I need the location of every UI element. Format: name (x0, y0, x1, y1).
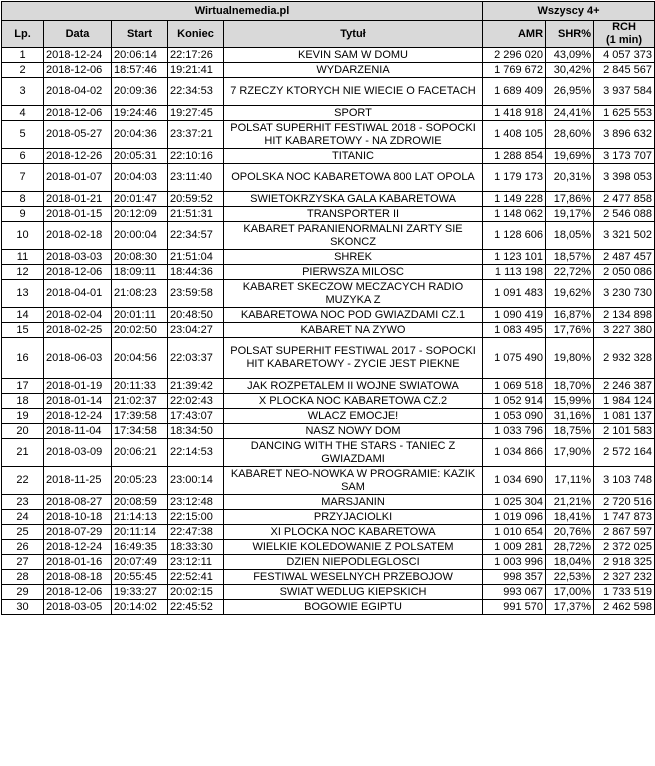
cell-lp: 10 (2, 222, 44, 250)
cell-shr: 31,16% (546, 409, 594, 424)
cell-start: 20:06:21 (112, 439, 168, 467)
cell-shr: 17,76% (546, 323, 594, 338)
col-rch-header-line1: RCH (612, 21, 636, 33)
cell-lp: 3 (2, 78, 44, 106)
cell-date: 2018-01-21 (44, 192, 112, 207)
cell-rch: 1 984 124 (594, 394, 655, 409)
table-row (2, 379, 655, 394)
cell-date: 2018-04-02 (44, 78, 112, 106)
cell-date: 2018-12-24 (44, 48, 112, 63)
cell-title: BOGOWIE EGIPTU (224, 600, 483, 615)
table-row (2, 250, 655, 265)
cell-shr: 19,80% (546, 338, 594, 379)
table-row (2, 121, 655, 149)
cell-rch: 2 246 387 (594, 379, 655, 394)
cell-title: WYDARZENIA (224, 63, 483, 78)
table-row (2, 525, 655, 540)
cell-start: 20:11:14 (112, 525, 168, 540)
cell-shr: 19,17% (546, 207, 594, 222)
table-row (2, 280, 655, 308)
cell-start: 20:55:45 (112, 570, 168, 585)
cell-amr: 1 418 918 (483, 106, 546, 121)
cell-amr: 991 570 (483, 600, 546, 615)
cell-title: DANCING WITH THE STARS - TANIEC Z GWIAZDAMI (224, 439, 483, 467)
cell-date: 2018-12-26 (44, 149, 112, 164)
cell-rch: 2 477 858 (594, 192, 655, 207)
cell-date: 2018-12-24 (44, 409, 112, 424)
cell-lp: 16 (2, 338, 44, 379)
cell-lp: 25 (2, 525, 44, 540)
cell-end: 22:17:26 (168, 48, 224, 63)
cell-date: 2018-11-25 (44, 467, 112, 495)
cell-start: 19:24:46 (112, 106, 168, 121)
cell-title: SWIAT WEDLUG KIEPSKICH (224, 585, 483, 600)
cell-end: 23:59:58 (168, 280, 224, 308)
cell-title: SHREK (224, 250, 483, 265)
cell-rch: 3 321 502 (594, 222, 655, 250)
audience-header: Wszyscy 4+ (483, 2, 655, 21)
cell-date: 2018-07-29 (44, 525, 112, 540)
source-header: Wirtualnemedia.pl (2, 2, 483, 21)
cell-end: 23:12:48 (168, 495, 224, 510)
cell-end: 22:15:00 (168, 510, 224, 525)
cell-date: 2018-04-01 (44, 280, 112, 308)
cell-start: 18:57:46 (112, 63, 168, 78)
cell-lp: 20 (2, 424, 44, 439)
col-lp-header: Lp. (2, 21, 44, 48)
cell-start: 20:12:09 (112, 207, 168, 222)
cell-rch: 3 173 707 (594, 149, 655, 164)
table-row (2, 265, 655, 280)
cell-date: 2018-03-03 (44, 250, 112, 265)
table-row (2, 192, 655, 207)
cell-date: 2018-10-18 (44, 510, 112, 525)
table-row (2, 48, 655, 63)
cell-start: 20:05:23 (112, 467, 168, 495)
table-row (2, 149, 655, 164)
col-amr-header: AMR (483, 21, 546, 48)
cell-title: KABARETOWA NOC POD GWIAZDAMI CZ.1 (224, 308, 483, 323)
cell-amr: 1 128 606 (483, 222, 546, 250)
cell-title: 7 RZECZY KTORYCH NIE WIECIE O FACETACH (224, 78, 483, 106)
cell-lp: 22 (2, 467, 44, 495)
cell-lp: 29 (2, 585, 44, 600)
cell-amr: 1 288 854 (483, 149, 546, 164)
cell-start: 20:11:33 (112, 379, 168, 394)
table-row (2, 424, 655, 439)
cell-end: 22:03:37 (168, 338, 224, 379)
cell-amr: 1 025 304 (483, 495, 546, 510)
table-row (2, 164, 655, 192)
table-row (2, 510, 655, 525)
cell-title: PIERWSZA MILOSC (224, 265, 483, 280)
cell-date: 2018-06-03 (44, 338, 112, 379)
cell-shr: 18,05% (546, 222, 594, 250)
cell-rch: 2 720 516 (594, 495, 655, 510)
cell-rch: 2 462 598 (594, 600, 655, 615)
header-group-row (2, 2, 655, 21)
cell-title: POLSAT SUPERHIT FESTIWAL 2018 - SOPOCKI HIT KABARETOWY - NA ZDROWIE (224, 121, 483, 149)
cell-rch: 2 572 164 (594, 439, 655, 467)
cell-rch: 3 896 632 (594, 121, 655, 149)
table-row (2, 222, 655, 250)
table-row (2, 63, 655, 78)
cell-lp: 1 (2, 48, 44, 63)
cell-lp: 28 (2, 570, 44, 585)
cell-shr: 24,41% (546, 106, 594, 121)
cell-lp: 18 (2, 394, 44, 409)
table-row (2, 207, 655, 222)
table-row (2, 467, 655, 495)
col-start-header: Start (112, 21, 168, 48)
cell-rch: 2 372 025 (594, 540, 655, 555)
cell-amr: 2 296 020 (483, 48, 546, 63)
cell-start: 20:14:02 (112, 600, 168, 615)
cell-rch: 2 101 583 (594, 424, 655, 439)
table-row (2, 394, 655, 409)
cell-amr: 1 003 996 (483, 555, 546, 570)
cell-title: KABARET SKECZOW MECZACYCH RADIO MUZYKA Z (224, 280, 483, 308)
cell-amr: 1 009 281 (483, 540, 546, 555)
cell-shr: 17,11% (546, 467, 594, 495)
cell-date: 2018-11-04 (44, 424, 112, 439)
cell-end: 19:21:41 (168, 63, 224, 78)
cell-amr: 993 067 (483, 585, 546, 600)
cell-date: 2018-01-14 (44, 394, 112, 409)
cell-lp: 9 (2, 207, 44, 222)
cell-shr: 16,87% (546, 308, 594, 323)
cell-title: KABARET NEO-NOWKA W PROGRAMIE: KAZIK SAM (224, 467, 483, 495)
cell-title: WIELKIE KOLEDOWANIE Z POLSATEM (224, 540, 483, 555)
col-date-header: Data (44, 21, 112, 48)
cell-amr: 1 113 198 (483, 265, 546, 280)
cell-lp: 11 (2, 250, 44, 265)
cell-shr: 22,53% (546, 570, 594, 585)
cell-title: PRZYJACIOLKI (224, 510, 483, 525)
cell-date: 2018-12-06 (44, 106, 112, 121)
cell-end: 22:47:38 (168, 525, 224, 540)
cell-end: 18:44:36 (168, 265, 224, 280)
cell-start: 21:14:13 (112, 510, 168, 525)
cell-amr: 1 090 419 (483, 308, 546, 323)
cell-end: 22:14:53 (168, 439, 224, 467)
cell-title: SWIETOKRZYSKA GALA KABARETOWA (224, 192, 483, 207)
cell-lp: 19 (2, 409, 44, 424)
cell-shr: 28,72% (546, 540, 594, 555)
cell-date: 2018-12-06 (44, 585, 112, 600)
table-header (2, 2, 655, 48)
cell-rch: 3 230 730 (594, 280, 655, 308)
cell-start: 17:34:58 (112, 424, 168, 439)
header-columns-row (2, 21, 655, 48)
cell-lp: 4 (2, 106, 44, 121)
cell-start: 20:04:56 (112, 338, 168, 379)
cell-shr: 20,76% (546, 525, 594, 540)
table-row (2, 600, 655, 615)
cell-date: 2018-05-27 (44, 121, 112, 149)
cell-title: DZIEN NIEPODLEGLOSCI (224, 555, 483, 570)
table-row (2, 555, 655, 570)
cell-rch: 3 227 380 (594, 323, 655, 338)
cell-rch: 2 487 457 (594, 250, 655, 265)
cell-start: 20:02:50 (112, 323, 168, 338)
cell-start: 20:08:59 (112, 495, 168, 510)
cell-date: 2018-01-19 (44, 379, 112, 394)
cell-shr: 20,31% (546, 164, 594, 192)
cell-end: 22:02:43 (168, 394, 224, 409)
cell-lp: 12 (2, 265, 44, 280)
cell-amr: 1 123 101 (483, 250, 546, 265)
cell-amr: 1 179 173 (483, 164, 546, 192)
cell-date: 2018-12-24 (44, 540, 112, 555)
ratings-table (1, 1, 655, 615)
cell-start: 18:09:11 (112, 265, 168, 280)
cell-rch: 2 932 328 (594, 338, 655, 379)
table-row (2, 323, 655, 338)
cell-rch: 2 050 086 (594, 265, 655, 280)
cell-amr: 1 069 518 (483, 379, 546, 394)
table-row (2, 338, 655, 379)
cell-rch: 2 327 232 (594, 570, 655, 585)
cell-lp: 21 (2, 439, 44, 467)
cell-rch: 2 546 088 (594, 207, 655, 222)
cell-end: 23:37:21 (168, 121, 224, 149)
cell-title: JAK ROZPETALEM II WOJNE SWIATOWA (224, 379, 483, 394)
cell-shr: 17,86% (546, 192, 594, 207)
cell-rch: 4 057 373 (594, 48, 655, 63)
cell-start: 21:02:37 (112, 394, 168, 409)
cell-start: 20:04:03 (112, 164, 168, 192)
cell-start: 20:00:04 (112, 222, 168, 250)
cell-amr: 1 689 409 (483, 78, 546, 106)
cell-start: 20:04:36 (112, 121, 168, 149)
table-row (2, 78, 655, 106)
cell-date: 2018-03-05 (44, 600, 112, 615)
cell-rch: 1 747 873 (594, 510, 655, 525)
cell-title: MARSJANIN (224, 495, 483, 510)
cell-title: KABARET PARANIENORMALNI ZARTY SIE SKONCZ (224, 222, 483, 250)
cell-shr: 18,57% (546, 250, 594, 265)
cell-lp: 14 (2, 308, 44, 323)
cell-lp: 5 (2, 121, 44, 149)
cell-amr: 1 053 090 (483, 409, 546, 424)
cell-lp: 2 (2, 63, 44, 78)
table-row (2, 439, 655, 467)
cell-title: X PLOCKA NOC KABARETOWA CZ.2 (224, 394, 483, 409)
cell-start: 20:01:11 (112, 308, 168, 323)
cell-title: FESTIWAL WESELNYCH PRZEBOJOW (224, 570, 483, 585)
cell-rch: 3 937 584 (594, 78, 655, 106)
cell-start: 19:33:27 (112, 585, 168, 600)
col-title-header: Tytuł (224, 21, 483, 48)
cell-rch: 3 398 053 (594, 164, 655, 192)
cell-date: 2018-08-27 (44, 495, 112, 510)
col-shr-header: SHR% (546, 21, 594, 48)
cell-date: 2018-01-07 (44, 164, 112, 192)
table-row (2, 308, 655, 323)
cell-lp: 23 (2, 495, 44, 510)
cell-start: 20:05:31 (112, 149, 168, 164)
cell-rch: 1 625 553 (594, 106, 655, 121)
table-row (2, 409, 655, 424)
cell-shr: 17,00% (546, 585, 594, 600)
cell-lp: 15 (2, 323, 44, 338)
cell-amr: 1 010 654 (483, 525, 546, 540)
cell-end: 20:02:15 (168, 585, 224, 600)
cell-shr: 18,75% (546, 424, 594, 439)
cell-title: POLSAT SUPERHIT FESTIWAL 2017 - SOPOCKI HIT KABARETOWY - ZYCIE JEST PIEKNE (224, 338, 483, 379)
cell-title: XI PLOCKA NOC KABARETOWA (224, 525, 483, 540)
cell-date: 2018-03-09 (44, 439, 112, 467)
cell-shr: 19,69% (546, 149, 594, 164)
cell-rch: 2 134 898 (594, 308, 655, 323)
cell-lp: 6 (2, 149, 44, 164)
cell-title: KEVIN SAM W DOMU (224, 48, 483, 63)
table-row (2, 106, 655, 121)
cell-end: 17:43:07 (168, 409, 224, 424)
cell-amr: 1 034 866 (483, 439, 546, 467)
cell-amr: 1 019 096 (483, 510, 546, 525)
cell-start: 21:08:23 (112, 280, 168, 308)
cell-date: 2018-12-06 (44, 265, 112, 280)
cell-lp: 26 (2, 540, 44, 555)
cell-title: KABARET NA ZYWO (224, 323, 483, 338)
cell-amr: 1 769 672 (483, 63, 546, 78)
cell-date: 2018-12-06 (44, 63, 112, 78)
cell-start: 20:09:36 (112, 78, 168, 106)
cell-title: TITANIC (224, 149, 483, 164)
col-rch-header-line2: (1 min) (606, 34, 643, 46)
cell-title: SPORT (224, 106, 483, 121)
cell-end: 21:51:31 (168, 207, 224, 222)
cell-shr: 15,99% (546, 394, 594, 409)
cell-amr: 1 052 914 (483, 394, 546, 409)
cell-title: TRANSPORTER II (224, 207, 483, 222)
cell-end: 22:45:52 (168, 600, 224, 615)
cell-start: 20:01:47 (112, 192, 168, 207)
cell-start: 20:07:49 (112, 555, 168, 570)
cell-shr: 43,09% (546, 48, 594, 63)
cell-end: 19:27:45 (168, 106, 224, 121)
cell-title: OPOLSKA NOC KABARETOWA 800 LAT OPOLA (224, 164, 483, 192)
cell-rch: 1 081 137 (594, 409, 655, 424)
cell-start: 17:39:58 (112, 409, 168, 424)
cell-date: 2018-02-04 (44, 308, 112, 323)
cell-date: 2018-01-16 (44, 555, 112, 570)
cell-end: 23:04:27 (168, 323, 224, 338)
cell-shr: 19,62% (546, 280, 594, 308)
cell-end: 20:59:52 (168, 192, 224, 207)
cell-date: 2018-01-15 (44, 207, 112, 222)
cell-rch: 3 103 748 (594, 467, 655, 495)
cell-rch: 2 845 567 (594, 63, 655, 78)
cell-start: 20:06:14 (112, 48, 168, 63)
table-row (2, 540, 655, 555)
cell-end: 20:48:50 (168, 308, 224, 323)
col-rch-header (594, 21, 655, 48)
cell-end: 21:39:42 (168, 379, 224, 394)
cell-rch: 2 918 325 (594, 555, 655, 570)
cell-shr: 28,60% (546, 121, 594, 149)
cell-shr: 18,70% (546, 379, 594, 394)
cell-end: 22:52:41 (168, 570, 224, 585)
cell-end: 18:34:50 (168, 424, 224, 439)
cell-shr: 17,37% (546, 600, 594, 615)
cell-lp: 17 (2, 379, 44, 394)
cell-date: 2018-02-18 (44, 222, 112, 250)
cell-shr: 30,42% (546, 63, 594, 78)
table-row (2, 570, 655, 585)
cell-date: 2018-08-18 (44, 570, 112, 585)
cell-amr: 1 149 228 (483, 192, 546, 207)
table-body (2, 48, 655, 615)
cell-end: 22:34:53 (168, 78, 224, 106)
cell-rch: 1 733 519 (594, 585, 655, 600)
cell-shr: 21,21% (546, 495, 594, 510)
cell-rch: 2 867 597 (594, 525, 655, 540)
cell-start: 16:49:35 (112, 540, 168, 555)
cell-shr: 18,41% (546, 510, 594, 525)
cell-end: 23:12:11 (168, 555, 224, 570)
cell-title: WLACZ EMOCJE! (224, 409, 483, 424)
cell-lp: 8 (2, 192, 44, 207)
table-row (2, 495, 655, 510)
cell-lp: 24 (2, 510, 44, 525)
cell-amr: 998 357 (483, 570, 546, 585)
cell-lp: 27 (2, 555, 44, 570)
cell-lp: 7 (2, 164, 44, 192)
cell-shr: 17,90% (546, 439, 594, 467)
cell-start: 20:08:30 (112, 250, 168, 265)
cell-title: NASZ NOWY DOM (224, 424, 483, 439)
col-end-header: Koniec (168, 21, 224, 48)
cell-amr: 1 075 490 (483, 338, 546, 379)
cell-amr: 1 091 483 (483, 280, 546, 308)
cell-amr: 1 033 796 (483, 424, 546, 439)
cell-amr: 1 034 690 (483, 467, 546, 495)
cell-lp: 30 (2, 600, 44, 615)
cell-shr: 22,72% (546, 265, 594, 280)
cell-end: 23:00:14 (168, 467, 224, 495)
cell-amr: 1 408 105 (483, 121, 546, 149)
cell-amr: 1 083 495 (483, 323, 546, 338)
cell-date: 2018-02-25 (44, 323, 112, 338)
cell-end: 22:34:57 (168, 222, 224, 250)
cell-end: 22:10:16 (168, 149, 224, 164)
cell-end: 23:11:40 (168, 164, 224, 192)
cell-shr: 18,04% (546, 555, 594, 570)
table-row (2, 585, 655, 600)
cell-amr: 1 148 062 (483, 207, 546, 222)
cell-end: 18:33:30 (168, 540, 224, 555)
cell-shr: 26,95% (546, 78, 594, 106)
cell-lp: 13 (2, 280, 44, 308)
cell-end: 21:51:04 (168, 250, 224, 265)
